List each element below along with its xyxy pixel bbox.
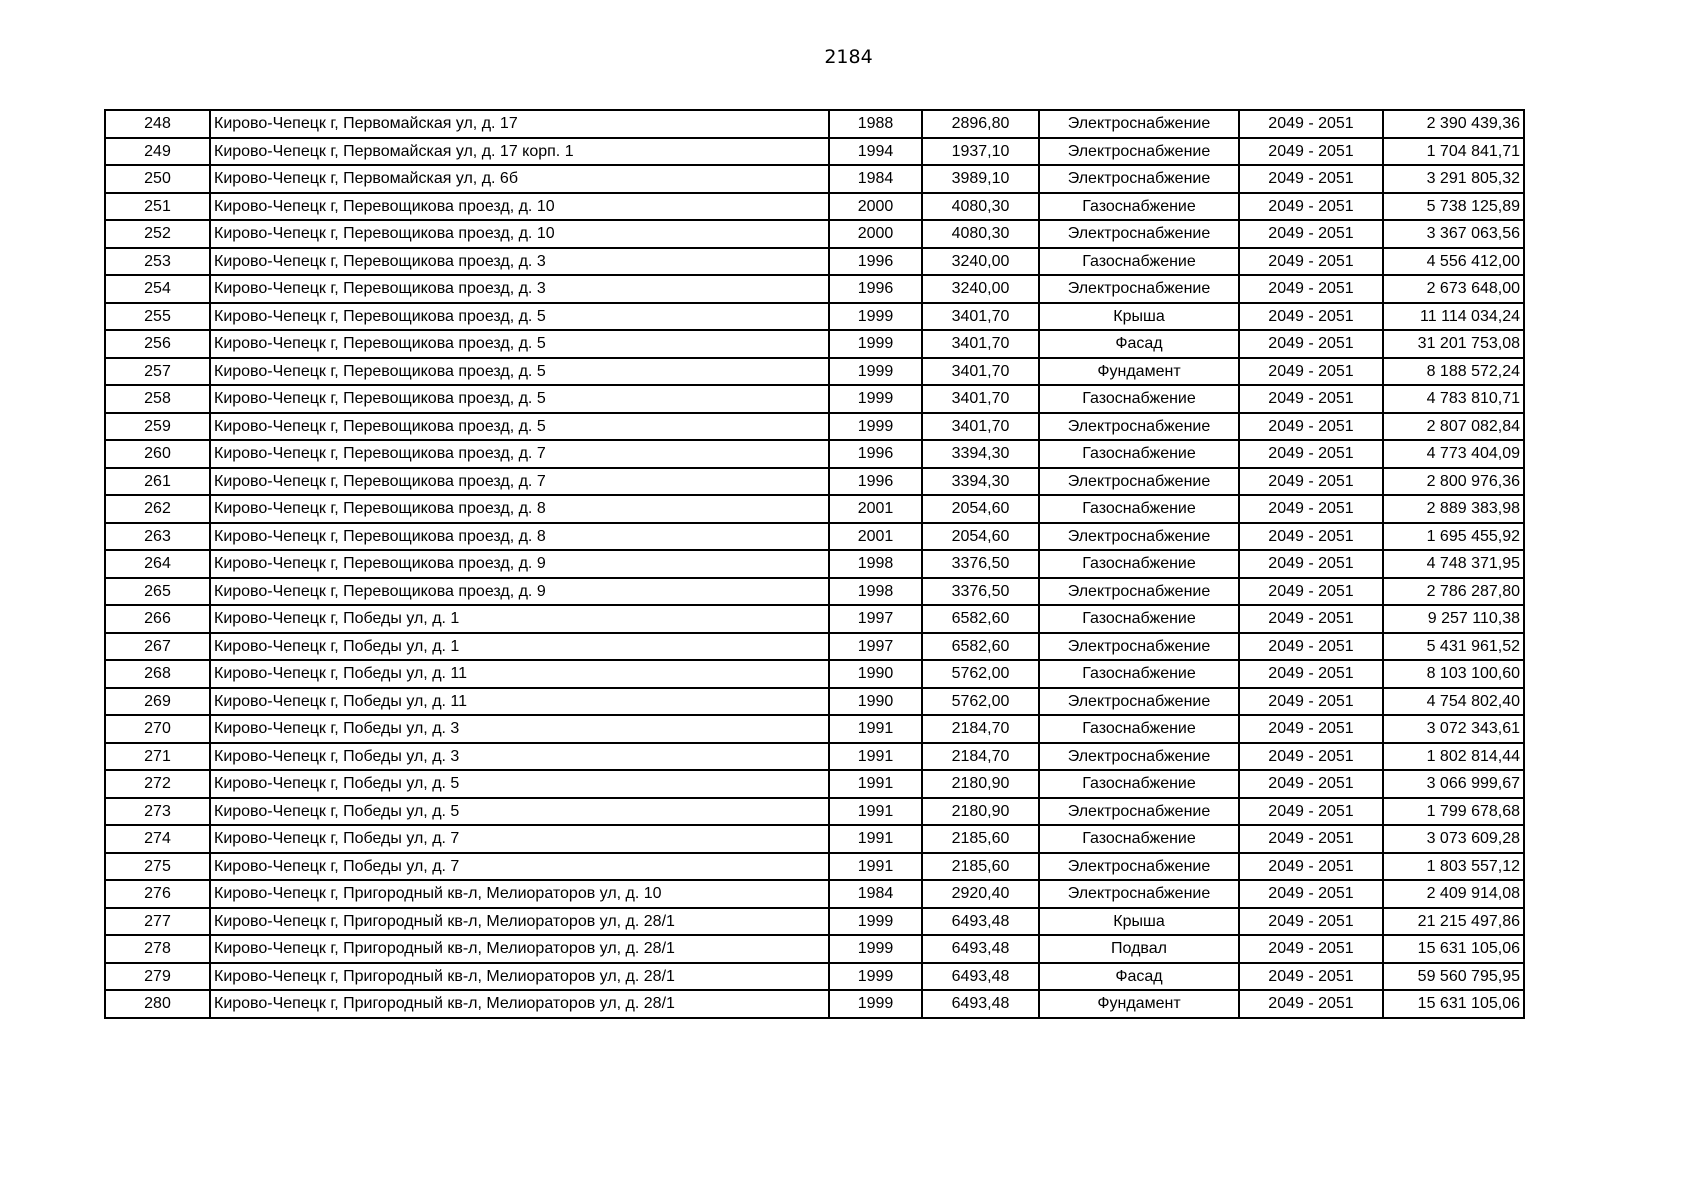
row-number-cell: 279	[105, 963, 210, 991]
repair-schedule-table	[104, 109, 1525, 1019]
year-built-cell: 1999	[829, 963, 922, 991]
row-number-cell: 280	[105, 990, 210, 1018]
period-cell: 2049 - 2051	[1239, 633, 1383, 661]
period-cell: 2049 - 2051	[1239, 660, 1383, 688]
period-cell: 2049 - 2051	[1239, 165, 1383, 193]
row-number-cell: 268	[105, 660, 210, 688]
address-cell: Кирово-Чепецк г, Перевощикова проезд, д. 3	[210, 275, 829, 303]
row-number-cell: 252	[105, 220, 210, 248]
work-type-cell: Газоснабжение	[1039, 825, 1239, 853]
table-row	[105, 138, 1524, 166]
address-cell: Кирово-Чепецк г, Победы ул, д. 1	[210, 605, 829, 633]
year-built-cell: 1998	[829, 578, 922, 606]
table-row	[105, 220, 1524, 248]
year-built-cell: 1991	[829, 770, 922, 798]
row-number-cell: 256	[105, 330, 210, 358]
cost-cell: 15 631 105,06	[1383, 935, 1524, 963]
cost-cell: 1 802 814,44	[1383, 743, 1524, 771]
work-type-cell: Электроснабжение	[1039, 523, 1239, 551]
year-built-cell: 1996	[829, 275, 922, 303]
area-cell: 3989,10	[922, 165, 1039, 193]
area-cell: 2920,40	[922, 880, 1039, 908]
row-number-cell: 262	[105, 495, 210, 523]
cost-cell: 4 556 412,00	[1383, 248, 1524, 276]
area-cell: 2184,70	[922, 743, 1039, 771]
cost-cell: 11 114 034,24	[1383, 303, 1524, 331]
cost-cell: 3 066 999,67	[1383, 770, 1524, 798]
year-built-cell: 1998	[829, 550, 922, 578]
year-built-cell: 1996	[829, 468, 922, 496]
table-row	[105, 468, 1524, 496]
area-cell: 5762,00	[922, 688, 1039, 716]
period-cell: 2049 - 2051	[1239, 715, 1383, 743]
address-cell: Кирово-Чепецк г, Победы ул, д. 7	[210, 853, 829, 881]
row-number-cell: 278	[105, 935, 210, 963]
address-cell: Кирово-Чепецк г, Первомайская ул, д. 6б	[210, 165, 829, 193]
table-row	[105, 660, 1524, 688]
period-cell: 2049 - 2051	[1239, 743, 1383, 771]
area-cell: 2184,70	[922, 715, 1039, 743]
area-cell: 3401,70	[922, 358, 1039, 386]
address-cell: Кирово-Чепецк г, Первомайская ул, д. 17	[210, 110, 829, 138]
table-row	[105, 248, 1524, 276]
area-cell: 2054,60	[922, 523, 1039, 551]
row-number-cell: 260	[105, 440, 210, 468]
table-row	[105, 935, 1524, 963]
area-cell: 3394,30	[922, 440, 1039, 468]
period-cell: 2049 - 2051	[1239, 908, 1383, 936]
row-number-cell: 261	[105, 468, 210, 496]
table-row	[105, 550, 1524, 578]
year-built-cell: 2000	[829, 193, 922, 221]
address-cell: Кирово-Чепецк г, Перевощикова проезд, д. 7	[210, 440, 829, 468]
cost-cell: 8 103 100,60	[1383, 660, 1524, 688]
area-cell: 3401,70	[922, 385, 1039, 413]
area-cell: 2185,60	[922, 825, 1039, 853]
period-cell: 2049 - 2051	[1239, 248, 1383, 276]
table-row	[105, 440, 1524, 468]
period-cell: 2049 - 2051	[1239, 303, 1383, 331]
cost-cell: 5 431 961,52	[1383, 633, 1524, 661]
area-cell: 6493,48	[922, 935, 1039, 963]
work-type-cell: Крыша	[1039, 908, 1239, 936]
address-cell: Кирово-Чепецк г, Пригородный кв-л, Мелиораторов ул, д. 10	[210, 880, 829, 908]
period-cell: 2049 - 2051	[1239, 578, 1383, 606]
address-cell: Кирово-Чепецк г, Пригородный кв-л, Мелиораторов ул, д. 28/1	[210, 963, 829, 991]
address-cell: Кирово-Чепецк г, Перевощикова проезд, д. 9	[210, 578, 829, 606]
address-cell: Кирово-Чепецк г, Перевощикова проезд, д. 10	[210, 193, 829, 221]
row-number-cell: 254	[105, 275, 210, 303]
table-row	[105, 165, 1524, 193]
work-type-cell: Электроснабжение	[1039, 220, 1239, 248]
year-built-cell: 1999	[829, 330, 922, 358]
work-type-cell: Газоснабжение	[1039, 715, 1239, 743]
work-type-cell: Крыша	[1039, 303, 1239, 331]
period-cell: 2049 - 2051	[1239, 990, 1383, 1018]
table-body	[105, 110, 1524, 1018]
address-cell: Кирово-Чепецк г, Победы ул, д. 11	[210, 688, 829, 716]
work-type-cell: Газоснабжение	[1039, 550, 1239, 578]
area-cell: 6493,48	[922, 963, 1039, 991]
period-cell: 2049 - 2051	[1239, 413, 1383, 441]
cost-cell: 3 291 805,32	[1383, 165, 1524, 193]
row-number-cell: 266	[105, 605, 210, 633]
period-cell: 2049 - 2051	[1239, 825, 1383, 853]
address-cell: Кирово-Чепецк г, Перевощикова проезд, д. 5	[210, 330, 829, 358]
row-number-cell: 269	[105, 688, 210, 716]
work-type-cell: Электроснабжение	[1039, 110, 1239, 138]
area-cell: 3240,00	[922, 275, 1039, 303]
period-cell: 2049 - 2051	[1239, 798, 1383, 826]
cost-cell: 3 367 063,56	[1383, 220, 1524, 248]
address-cell: Кирово-Чепецк г, Перевощикова проезд, д. 10	[210, 220, 829, 248]
year-built-cell: 1984	[829, 880, 922, 908]
year-built-cell: 1996	[829, 248, 922, 276]
address-cell: Кирово-Чепецк г, Победы ул, д. 11	[210, 660, 829, 688]
work-type-cell: Газоснабжение	[1039, 193, 1239, 221]
work-type-cell: Электроснабжение	[1039, 578, 1239, 606]
table-row	[105, 303, 1524, 331]
address-cell: Кирово-Чепецк г, Первомайская ул, д. 17 корп. 1	[210, 138, 829, 166]
table-row	[105, 743, 1524, 771]
work-type-cell: Фундамент	[1039, 358, 1239, 386]
address-cell: Кирово-Чепецк г, Перевощикова проезд, д. 5	[210, 358, 829, 386]
address-cell: Кирово-Чепецк г, Перевощикова проезд, д. 7	[210, 468, 829, 496]
row-number-cell: 273	[105, 798, 210, 826]
address-cell: Кирово-Чепецк г, Пригородный кв-л, Мелиораторов ул, д. 28/1	[210, 990, 829, 1018]
year-built-cell: 1991	[829, 743, 922, 771]
row-number-cell: 270	[105, 715, 210, 743]
cost-cell: 2 800 976,36	[1383, 468, 1524, 496]
cost-cell: 1 704 841,71	[1383, 138, 1524, 166]
table-row	[105, 358, 1524, 386]
year-built-cell: 1991	[829, 798, 922, 826]
work-type-cell: Электроснабжение	[1039, 138, 1239, 166]
area-cell: 3376,50	[922, 578, 1039, 606]
cost-cell: 4 783 810,71	[1383, 385, 1524, 413]
period-cell: 2049 - 2051	[1239, 138, 1383, 166]
period-cell: 2049 - 2051	[1239, 358, 1383, 386]
cost-cell: 1 799 678,68	[1383, 798, 1524, 826]
table-row	[105, 578, 1524, 606]
work-type-cell: Электроснабжение	[1039, 633, 1239, 661]
cost-cell: 9 257 110,38	[1383, 605, 1524, 633]
address-cell: Кирово-Чепецк г, Перевощикова проезд, д. 8	[210, 495, 829, 523]
table-row	[105, 880, 1524, 908]
year-built-cell: 1996	[829, 440, 922, 468]
period-cell: 2049 - 2051	[1239, 605, 1383, 633]
year-built-cell: 1999	[829, 413, 922, 441]
row-number-cell: 265	[105, 578, 210, 606]
work-type-cell: Газоснабжение	[1039, 385, 1239, 413]
year-built-cell: 2001	[829, 523, 922, 551]
cost-cell: 5 738 125,89	[1383, 193, 1524, 221]
row-number-cell: 248	[105, 110, 210, 138]
period-cell: 2049 - 2051	[1239, 495, 1383, 523]
year-built-cell: 1997	[829, 605, 922, 633]
year-built-cell: 1984	[829, 165, 922, 193]
address-cell: Кирово-Чепецк г, Победы ул, д. 7	[210, 825, 829, 853]
year-built-cell: 1999	[829, 935, 922, 963]
table-row	[105, 275, 1524, 303]
cost-cell: 3 073 609,28	[1383, 825, 1524, 853]
work-type-cell: Фасад	[1039, 963, 1239, 991]
table-row	[105, 908, 1524, 936]
work-type-cell: Газоснабжение	[1039, 495, 1239, 523]
period-cell: 2049 - 2051	[1239, 275, 1383, 303]
work-type-cell: Электроснабжение	[1039, 413, 1239, 441]
year-built-cell: 1999	[829, 385, 922, 413]
period-cell: 2049 - 2051	[1239, 193, 1383, 221]
row-number-cell: 267	[105, 633, 210, 661]
work-type-cell: Газоснабжение	[1039, 770, 1239, 798]
cost-cell: 3 072 343,61	[1383, 715, 1524, 743]
period-cell: 2049 - 2051	[1239, 770, 1383, 798]
address-cell: Кирово-Чепецк г, Победы ул, д. 3	[210, 715, 829, 743]
address-cell: Кирово-Чепецк г, Перевощикова проезд, д. 3	[210, 248, 829, 276]
table-row	[105, 770, 1524, 798]
period-cell: 2049 - 2051	[1239, 440, 1383, 468]
table-row	[105, 385, 1524, 413]
area-cell: 2896,80	[922, 110, 1039, 138]
work-type-cell: Фасад	[1039, 330, 1239, 358]
row-number-cell: 274	[105, 825, 210, 853]
work-type-cell: Газоснабжение	[1039, 660, 1239, 688]
area-cell: 4080,30	[922, 193, 1039, 221]
table-row	[105, 330, 1524, 358]
address-cell: Кирово-Чепецк г, Перевощикова проезд, д. 5	[210, 413, 829, 441]
table-row	[105, 853, 1524, 881]
cost-cell: 15 631 105,06	[1383, 990, 1524, 1018]
table-row	[105, 688, 1524, 716]
area-cell: 6582,60	[922, 605, 1039, 633]
period-cell: 2049 - 2051	[1239, 110, 1383, 138]
period-cell: 2049 - 2051	[1239, 880, 1383, 908]
cost-cell: 4 748 371,95	[1383, 550, 1524, 578]
year-built-cell: 1999	[829, 303, 922, 331]
period-cell: 2049 - 2051	[1239, 963, 1383, 991]
area-cell: 2054,60	[922, 495, 1039, 523]
year-built-cell: 1991	[829, 715, 922, 743]
row-number-cell: 253	[105, 248, 210, 276]
table-row	[105, 825, 1524, 853]
cost-cell: 8 188 572,24	[1383, 358, 1524, 386]
row-number-cell: 275	[105, 853, 210, 881]
work-type-cell: Фундамент	[1039, 990, 1239, 1018]
area-cell: 3394,30	[922, 468, 1039, 496]
work-type-cell: Электроснабжение	[1039, 743, 1239, 771]
table-row	[105, 495, 1524, 523]
area-cell: 3401,70	[922, 413, 1039, 441]
cost-cell: 2 889 383,98	[1383, 495, 1524, 523]
year-built-cell: 1990	[829, 688, 922, 716]
period-cell: 2049 - 2051	[1239, 550, 1383, 578]
area-cell: 2180,90	[922, 798, 1039, 826]
address-cell: Кирово-Чепецк г, Пригородный кв-л, Мелиораторов ул, д. 28/1	[210, 935, 829, 963]
address-cell: Кирово-Чепецк г, Победы ул, д. 1	[210, 633, 829, 661]
cost-cell: 2 409 914,08	[1383, 880, 1524, 908]
work-type-cell: Газоснабжение	[1039, 605, 1239, 633]
year-built-cell: 1994	[829, 138, 922, 166]
row-number-cell: 263	[105, 523, 210, 551]
cost-cell: 4 754 802,40	[1383, 688, 1524, 716]
area-cell: 2180,90	[922, 770, 1039, 798]
row-number-cell: 277	[105, 908, 210, 936]
table-row	[105, 798, 1524, 826]
area-cell: 4080,30	[922, 220, 1039, 248]
year-built-cell: 1988	[829, 110, 922, 138]
table-row	[105, 715, 1524, 743]
work-type-cell: Электроснабжение	[1039, 468, 1239, 496]
area-cell: 6493,48	[922, 990, 1039, 1018]
row-number-cell: 271	[105, 743, 210, 771]
period-cell: 2049 - 2051	[1239, 385, 1383, 413]
work-type-cell: Подвал	[1039, 935, 1239, 963]
row-number-cell: 272	[105, 770, 210, 798]
period-cell: 2049 - 2051	[1239, 935, 1383, 963]
area-cell: 1937,10	[922, 138, 1039, 166]
table-row	[105, 633, 1524, 661]
area-cell: 3376,50	[922, 550, 1039, 578]
period-cell: 2049 - 2051	[1239, 853, 1383, 881]
area-cell: 2185,60	[922, 853, 1039, 881]
period-cell: 2049 - 2051	[1239, 688, 1383, 716]
table-row	[105, 110, 1524, 138]
cost-cell: 2 807 082,84	[1383, 413, 1524, 441]
row-number-cell: 264	[105, 550, 210, 578]
period-cell: 2049 - 2051	[1239, 523, 1383, 551]
year-built-cell: 1997	[829, 633, 922, 661]
area-cell: 5762,00	[922, 660, 1039, 688]
work-type-cell: Электроснабжение	[1039, 853, 1239, 881]
table-row	[105, 193, 1524, 221]
work-type-cell: Газоснабжение	[1039, 440, 1239, 468]
work-type-cell: Электроснабжение	[1039, 275, 1239, 303]
cost-cell: 4 773 404,09	[1383, 440, 1524, 468]
row-number-cell: 255	[105, 303, 210, 331]
address-cell: Кирово-Чепецк г, Перевощикова проезд, д. 9	[210, 550, 829, 578]
cost-cell: 1 695 455,92	[1383, 523, 1524, 551]
table-row	[105, 413, 1524, 441]
row-number-cell: 259	[105, 413, 210, 441]
cost-cell: 2 673 648,00	[1383, 275, 1524, 303]
area-cell: 3401,70	[922, 303, 1039, 331]
area-cell: 3240,00	[922, 248, 1039, 276]
work-type-cell: Газоснабжение	[1039, 248, 1239, 276]
period-cell: 2049 - 2051	[1239, 468, 1383, 496]
cost-cell: 21 215 497,86	[1383, 908, 1524, 936]
row-number-cell: 276	[105, 880, 210, 908]
work-type-cell: Электроснабжение	[1039, 880, 1239, 908]
row-number-cell: 257	[105, 358, 210, 386]
cost-cell: 2 390 439,36	[1383, 110, 1524, 138]
cost-cell: 2 786 287,80	[1383, 578, 1524, 606]
row-number-cell: 249	[105, 138, 210, 166]
table-row	[105, 963, 1524, 991]
cost-cell: 59 560 795,95	[1383, 963, 1524, 991]
year-built-cell: 2001	[829, 495, 922, 523]
cost-cell: 1 803 557,12	[1383, 853, 1524, 881]
year-built-cell: 1999	[829, 990, 922, 1018]
cost-cell: 31 201 753,08	[1383, 330, 1524, 358]
row-number-cell: 250	[105, 165, 210, 193]
row-number-cell: 258	[105, 385, 210, 413]
work-type-cell: Электроснабжение	[1039, 688, 1239, 716]
address-cell: Кирово-Чепецк г, Победы ул, д. 3	[210, 743, 829, 771]
table-row	[105, 523, 1524, 551]
address-cell: Кирово-Чепецк г, Победы ул, д. 5	[210, 770, 829, 798]
period-cell: 2049 - 2051	[1239, 220, 1383, 248]
address-cell: Кирово-Чепецк г, Победы ул, д. 5	[210, 798, 829, 826]
year-built-cell: 1991	[829, 825, 922, 853]
address-cell: Кирово-Чепецк г, Перевощикова проезд, д. 5	[210, 303, 829, 331]
year-built-cell: 2000	[829, 220, 922, 248]
area-cell: 3401,70	[922, 330, 1039, 358]
table-row	[105, 605, 1524, 633]
year-built-cell: 1991	[829, 853, 922, 881]
row-number-cell: 251	[105, 193, 210, 221]
year-built-cell: 1990	[829, 660, 922, 688]
period-cell: 2049 - 2051	[1239, 330, 1383, 358]
address-cell: Кирово-Чепецк г, Перевощикова проезд, д. 5	[210, 385, 829, 413]
work-type-cell: Электроснабжение	[1039, 165, 1239, 193]
area-cell: 6582,60	[922, 633, 1039, 661]
page-number: 2184	[824, 46, 873, 68]
address-cell: Кирово-Чепецк г, Перевощикова проезд, д. 8	[210, 523, 829, 551]
area-cell: 6493,48	[922, 908, 1039, 936]
table-row	[105, 990, 1524, 1018]
address-cell: Кирово-Чепецк г, Пригородный кв-л, Мелиораторов ул, д. 28/1	[210, 908, 829, 936]
work-type-cell: Электроснабжение	[1039, 798, 1239, 826]
year-built-cell: 1999	[829, 358, 922, 386]
year-built-cell: 1999	[829, 908, 922, 936]
